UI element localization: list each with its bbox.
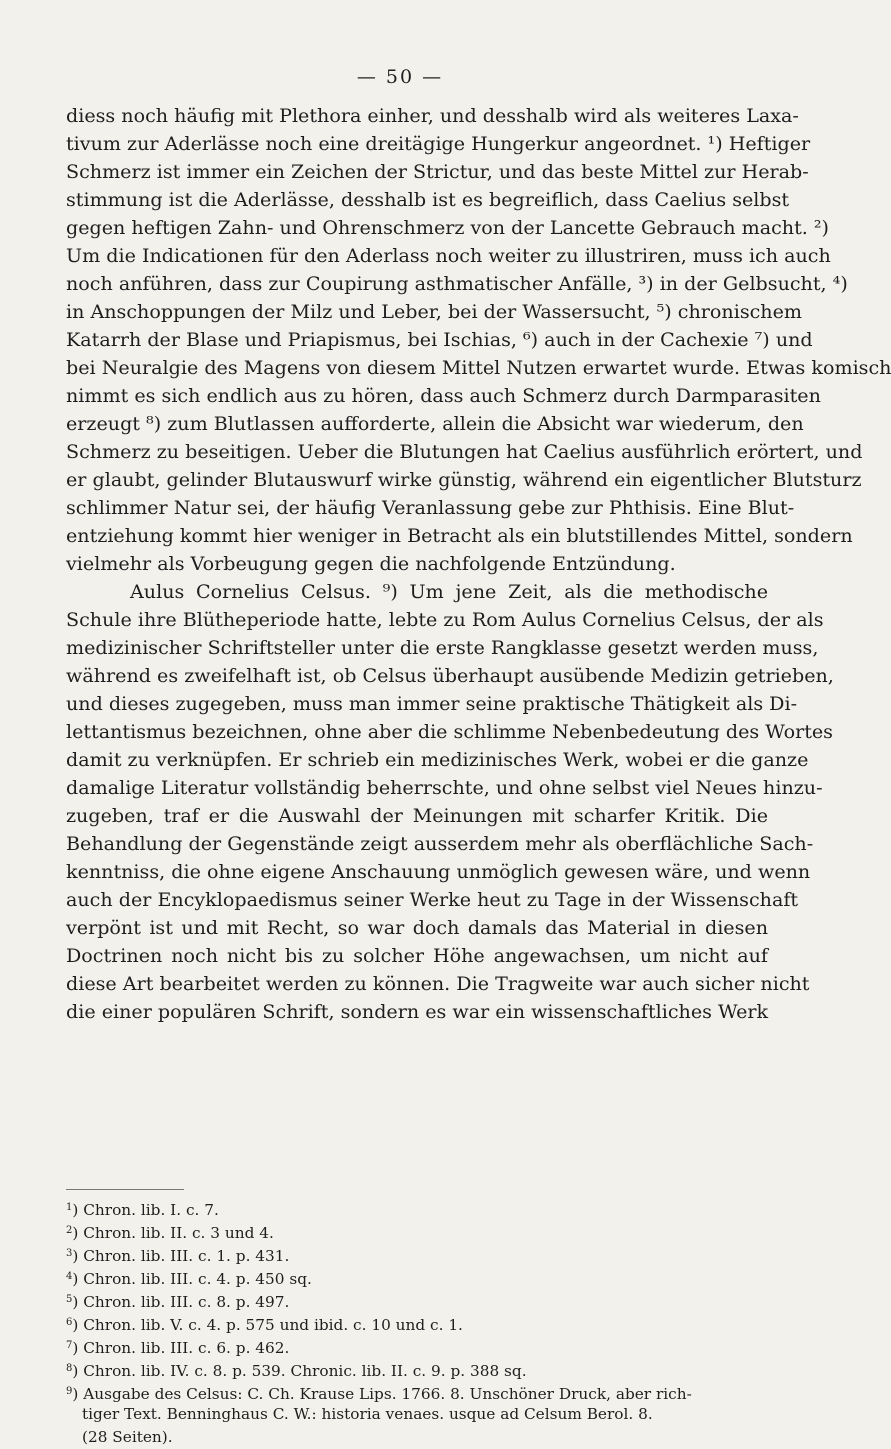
text-line: während es zweifelhaft ist, ob Celsus überhaupt ausübende Medizin getrieben, <box>66 664 834 687</box>
footnote-text: Chron. lib. III. c. 1. p. 431. <box>83 1247 290 1265</box>
footnote-paren: ) <box>72 1247 84 1265</box>
footnote-mark: 9 <box>66 1386 73 1397</box>
footnote-paren: ) <box>72 1362 84 1380</box>
text-line: Katarrh der Blase und Priapismus, bei Ischias, ⁶) auch in der Cachexie ⁷) und <box>66 328 813 351</box>
footnote <box>66 1242 768 1265</box>
text-line: Um die Indicationen für den Aderlass noch weiter zu illustriren, muss ich auch <box>66 244 831 267</box>
text-line: damit zu verknüpfen. Er schrieb ein medizinisches Werk, wobei er die ganze <box>66 748 809 771</box>
footnote <box>66 1288 768 1311</box>
footnote-paren: ) <box>72 1316 84 1334</box>
text-line: noch anführen, dass zur Coupirung asthmatischer Anfälle, ³) in der Gelbsucht, ⁴) <box>66 272 848 295</box>
footnote <box>66 1334 768 1357</box>
footnote-text: Chron. lib. IV. c. 8. p. 539. Chronic. lib. II. c. 9. p. 388 sq. <box>83 1362 527 1380</box>
footnote-paren: ) <box>72 1201 84 1219</box>
page-number: — 50 — <box>356 66 444 88</box>
text-line: schlimmer Natur sei, der häufig Veranlassung gebe zur Phthisis. Eine Blut- <box>66 496 795 519</box>
footnote <box>66 1219 768 1242</box>
footnotes <box>66 1196 768 1449</box>
footnote-mark: 6 <box>66 1317 73 1328</box>
footnote <box>66 1311 768 1334</box>
footnote-text: Chron. lib. II. c. 3 und 4. <box>83 1224 274 1242</box>
footnote-paren: ) <box>72 1224 84 1242</box>
footnote-text: Chron. lib. V. c. 4. p. 575 und ibid. c. 10 und c. 1. <box>83 1316 463 1334</box>
text-line: er glaubt, gelinder Blutauswurf wirke günstig, während ein eigentlicher Blutsturz <box>66 468 862 491</box>
text-line: die einer populären Schrift, sondern es war ein wissenschaftliches Werk <box>66 1000 769 1023</box>
footnote-paren: ) <box>72 1293 84 1311</box>
footnote-paren: ) <box>72 1385 84 1403</box>
text-line: verpönt ist und mit Recht, so war doch damals das Material in diesen <box>66 916 768 939</box>
footnote <box>66 1196 768 1219</box>
footnote-paren: ) <box>72 1270 84 1288</box>
body-text <box>66 102 891 1026</box>
footnote-mark: 3 <box>66 1248 73 1259</box>
footnote-text: Ausgabe des Celsus: C. Ch. Krause Lips. 1766. 8. Unschöner Druck, aber rich- <box>83 1385 692 1403</box>
footnote-continuation: tiger Text. Benninghaus C. W.: historia venaes. usque ad Celsum Berol. 8. <box>82 1405 653 1423</box>
footnote-text: Chron. lib. III. c. 6. p. 462. <box>83 1339 290 1357</box>
text-line: auch der Encyklopaedismus seiner Werke heut zu Tage in der Wissenschaft <box>66 888 799 911</box>
text-line: erzeugt ⁸) zum Blutlassen aufforderte, allein die Absicht war wiederum, den <box>66 412 804 435</box>
text-line: gegen heftigen Zahn- und Ohrenschmerz von der Lancette Gebrauch macht. ²) <box>66 216 829 239</box>
text-line: stimmung ist die Aderlässe, desshalb ist es begreiflich, dass Caelius selbst <box>66 188 790 211</box>
footnote <box>66 1380 768 1403</box>
footnote <box>66 1265 768 1288</box>
footnote-paren: ) <box>72 1339 84 1357</box>
footnote <box>66 1357 768 1380</box>
text-line: diess noch häufig mit Plethora einher, und desshalb wird als weiteres Laxa- <box>66 104 799 127</box>
text-line: in Anschoppungen der Milz und Leber, bei der Wassersucht, ⁵) chronischem <box>66 300 803 323</box>
text-line: lettantismus bezeichnen, ohne aber die schlimme Nebenbedeutung des Wortes <box>66 720 833 743</box>
text-line: zugeben, traf er die Auswahl der Meinungen mit scharfer Kritik. Die <box>66 804 768 827</box>
footnote-mark: 8 <box>66 1363 73 1374</box>
footnote-text: Chron. lib. I. c. 7. <box>83 1201 219 1219</box>
text-line: Schmerz ist immer ein Zeichen der Strictur, und das beste Mittel zur Herab- <box>66 160 809 183</box>
footnote-text: Chron. lib. III. c. 4. p. 450 sq. <box>83 1270 312 1288</box>
footnote-mark: 4 <box>66 1271 73 1282</box>
footnote-mark: 7 <box>66 1340 73 1351</box>
text-line: tivum zur Aderlässe noch eine dreitägige Hungerkur angeordnet. ¹) Heftiger <box>66 132 811 155</box>
footnote-continuation: (28 Seiten). <box>82 1428 173 1446</box>
text-line: vielmehr als Vorbeugung gegen die nachfolgende Entzündung. <box>66 552 676 575</box>
footnote-divider <box>66 1189 184 1190</box>
footnote-mark: 1 <box>66 1202 73 1213</box>
text-line: damalige Literatur vollständig beherrschte, und ohne selbst viel Neues hinzu- <box>66 776 823 799</box>
text-line: kenntniss, die ohne eigene Anschauung unmöglich gewesen wäre, und wenn <box>66 860 811 883</box>
section-heading-line: Aulus Cornelius Celsus. ⁹) Um jene Zeit, als die methodische <box>130 580 768 603</box>
text-line: bei Neuralgie des Magens von diesem Mittel Nutzen erwartet wurde. Etwas komisch <box>66 356 891 379</box>
text-line: diese Art bearbeitet werden zu können. Die Tragweite war auch sicher nicht <box>66 972 810 995</box>
footnote-mark: 5 <box>66 1294 73 1305</box>
text-line: nimmt es sich endlich aus zu hören, dass auch Schmerz durch Darmparasiten <box>66 384 821 407</box>
text-line: Schule ihre Blütheperiode hatte, lebte zu Rom Aulus Cornelius Celsus, der als <box>66 608 824 631</box>
footnote-text: Chron. lib. III. c. 8. p. 497. <box>83 1293 290 1311</box>
text-line: medizinischer Schriftsteller unter die erste Rangklasse gesetzt werden muss, <box>66 636 819 659</box>
text-line: Behandlung der Gegenstände zeigt ausserdem mehr als oberflächliche Sach- <box>66 832 814 855</box>
footnote-mark: 2 <box>66 1225 73 1236</box>
text-line: entziehung kommt hier weniger in Betracht als ein blutstillendes Mittel, sondern <box>66 524 853 547</box>
text-line: Doctrinen noch nicht bis zu solcher Höhe angewachsen, um nicht auf <box>66 944 768 967</box>
text-line: Schmerz zu beseitigen. Ueber die Blutungen hat Caelius ausführlich erörtert, und <box>66 440 863 463</box>
text-line: und dieses zugegeben, muss man immer seine praktische Thätigkeit als Di- <box>66 692 798 715</box>
